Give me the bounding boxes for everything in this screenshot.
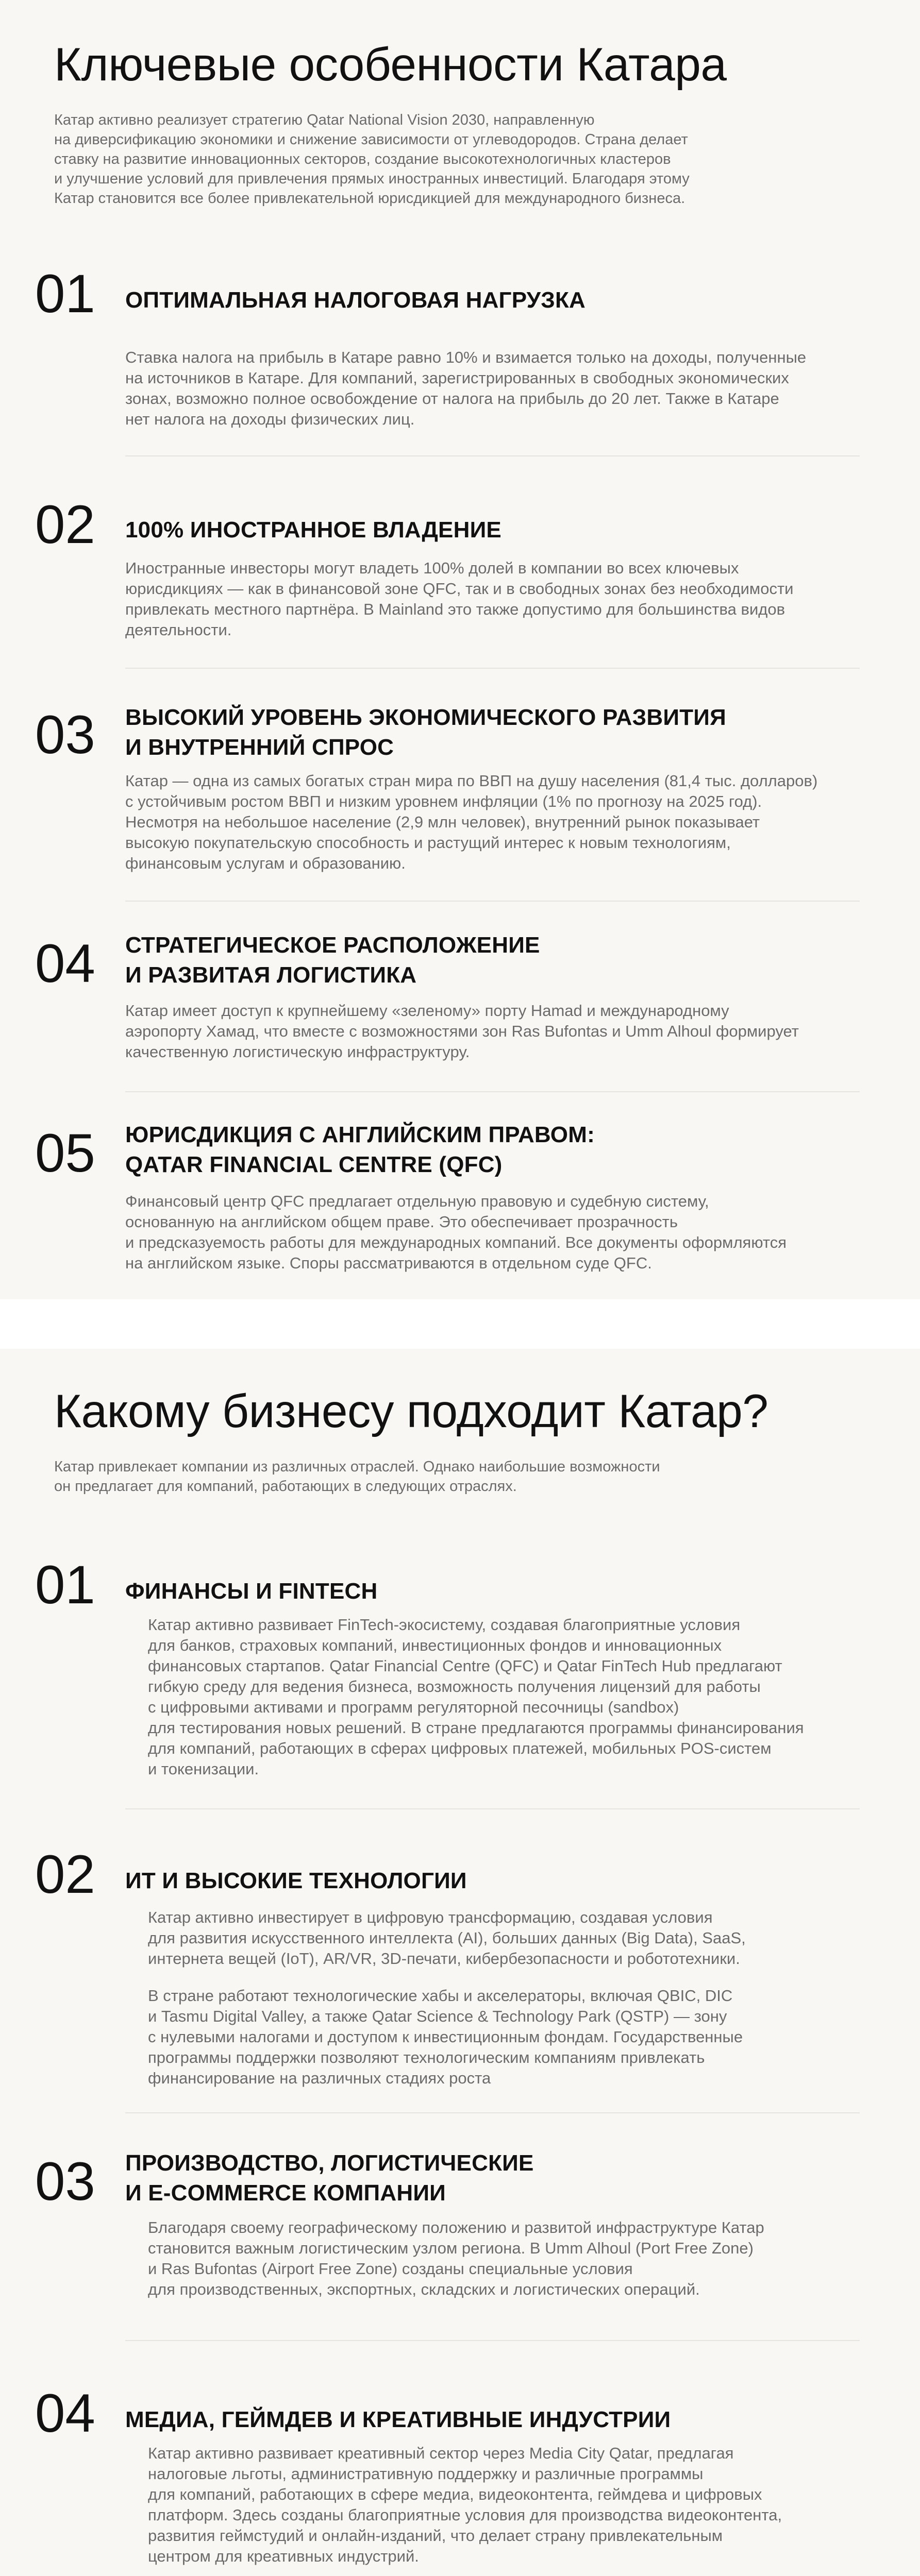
- feature-number: 03: [35, 705, 95, 765]
- business-number: 01: [35, 1555, 95, 1615]
- feature-text: Иностранные инвесторы могут владеть 100% долей в компании во всех ключевых юрисдикциях — как в финансовой зоне QFC, так и в свободных зонах без необходимости привлекать местного партнёра. В Mainland это также допустимо для большинства видов деятельности.: [125, 559, 794, 639]
- business-title: ПРОИЗВОДСТВО, ЛОГИСТИЧЕСКИЕ И E-COMMERCE КОМПАНИИ: [125, 2150, 534, 2206]
- feature-title: ВЫСОКИЙ УРОВЕНЬ ЭКОНОМИЧЕСКОГО РАЗВИТИЯ И ВНУТРЕННИЙ СПРОС: [125, 705, 726, 760]
- feature-text: Финансовый центр QFC предлагает отдельную правовую и судебную систему, основанную на английском общем праве. Это обеспечивает прозрачность и предсказуемость работы для международных компаний. Все документы оформляются на английском языке. Споры рассматриваются в отдельном суде QFC.: [125, 1192, 787, 1272]
- business-title: МЕДИА, ГЕЙМДЕВ И КРЕАТИВНЫЕ ИНДУСТРИИ: [125, 2407, 671, 2432]
- business-text: Катар активно развивает креативный сектор через Media City Qatar, предлагая налоговые льготы, административную поддержку и различные программы для компаний, работающих в сфере медиа, видеоконтента, геймдева и цифровых платформ. Здесь созданы благоприятные условия для производства видеоконтента, развития геймстудий и онлайн-изданий, что делает страну привлекательным центром для креативных индустрий.: [148, 2444, 782, 2565]
- feature-title: 100% ИНОСТРАННОЕ ВЛАДЕНИЕ: [125, 517, 501, 543]
- business-number: 04: [35, 2383, 95, 2444]
- feature-text: Ставка налога на прибыль в Катаре равно 10% и взимается только на доходы, полученные на источников в Катаре. Для компаний, зарегистрированных в свободных экономических зонах, возможно полное освобождение от налога на прибыль до 20 лет. Также в Катаре нет налога на доходы физических лиц.: [125, 348, 807, 428]
- key-features-heading: Ключевые особенности Катара: [54, 39, 727, 91]
- business-text: Благодаря своему географическому положению и развитой инфраструктуре Катар становится важным логистическим узлом региона. В Umm Alhoul (Port Free Zone) и Ras Bufontas (Airport Free Zone) созданы специальные условия для производственных, экспортных, складских и логистических операций.: [148, 2218, 764, 2298]
- divider: [125, 1091, 860, 1092]
- feature-number: 05: [35, 1123, 95, 1183]
- divider: [125, 2340, 860, 2341]
- business-section: [0, 1349, 920, 2576]
- business-number: 03: [35, 2151, 95, 2212]
- divider: [125, 455, 860, 456]
- divider: [125, 2112, 860, 2113]
- feature-number: 04: [35, 934, 95, 994]
- business-title: ИТ И ВЫСОКИЕ ТЕХНОЛОГИИ: [125, 1868, 467, 1893]
- business-text-2: В стране работают технологические хабы и акселераторы, включая QBIC, DIC и Tasmu Digital Valley, а также Qatar Science & Technology Park (QSTP) — зону с нулевыми налогами и доступом к инвестиционным фондам. Государственные программы поддержки позволяют технологическим компаниям привлекать финансирование на различных стадиях роста: [148, 1987, 743, 2087]
- business-title: ФИНАНСЫ И FINTECH: [125, 1579, 378, 1604]
- feature-number: 02: [35, 495, 95, 555]
- business-text: Катар активно развивает FinTech-экосистему, создавая благоприятные условия для банков, страховых компаний, инвестиционных фондов и инновационных финансовых стартапов. Qatar Financial Centre (QFC) и Qatar FinTech Hub предлагают гибкую среду для ведения бизнеса, возможность получения лицензий для работы с цифровыми активами и программ регуляторной песочницы (sandbox) для тестирования новых решений. В стране предлагаются программы финансирования для компаний, работающих в сферах цифровых платежей, мобильных POS-систем и токенизации.: [148, 1616, 804, 1778]
- feature-title: ОПТИМАЛЬНАЯ НАЛОГОВАЯ НАГРУЗКА: [125, 287, 586, 313]
- feature-title: СТРАТЕГИЧЕСКОЕ РАСПОЛОЖЕНИЕ И РАЗВИТАЯ ЛОГИСТИКА: [125, 933, 540, 988]
- feature-text: Катар — одна из самых богатых стран мира по ВВП на душу населения (81,4 тыс. долларов) с устойчивым ростом ВВП и низким уровнем инфляции (1% по прогнозу на 2025 год). Несмотря на небольшое население (2,9 млн человек), внутренний рынок показывает высокую покупательскую способность и растущий интерес к новым технологиям, финансовым услугам и образованию.: [125, 772, 818, 872]
- business-intro: Катар привлекает компании из различных отраслей. Однако наибольшие возможности он предлагает для компаний, работающих в следующих отраслях.: [54, 1459, 660, 1495]
- business-number: 02: [35, 1844, 95, 1905]
- feature-text: Катар имеет доступ к крупнейшему «зеленому» порту Hamad и международному аэропорту Хамад, что вместе с возможностями зон Ras Bufontas и Umm Alhoul формирует качественную логистическую инфраструктуру.: [125, 1002, 799, 1061]
- divider: [125, 1808, 860, 1809]
- divider: [125, 901, 860, 902]
- divider: [125, 668, 860, 669]
- business-heading: Какому бизнесу подходит Катар?: [54, 1385, 768, 1437]
- key-features-intro: Катар активно реализует стратегию Qatar National Vision 2030, направленную на диверсификацию экономики и снижение зависимости от углеводородов. Страна делает ставку на развитие инновационных секторов, создание высокотехнологичных кластеров и улучшение условий для привлечения прямых иностранных инвестиций. Благодаря этому Катар становится все более привлекательной юрисдикцией для международного бизнеса.: [54, 112, 690, 207]
- business-text: Катар активно инвестирует в цифровую трансформацию, создавая условия для развития искусственного интеллекта (AI), больших данных (Big Data), SaaS, интернета вещей (IoT), AR/VR, 3D-печати, кибербезопасности и робототехники.: [148, 1908, 746, 1968]
- feature-title: ЮРИСДИКЦИЯ С АНГЛИЙСКИМ ПРАВОМ: QATAR FINANCIAL CENTRE (QFC): [125, 1122, 595, 1177]
- feature-number: 01: [35, 264, 95, 324]
